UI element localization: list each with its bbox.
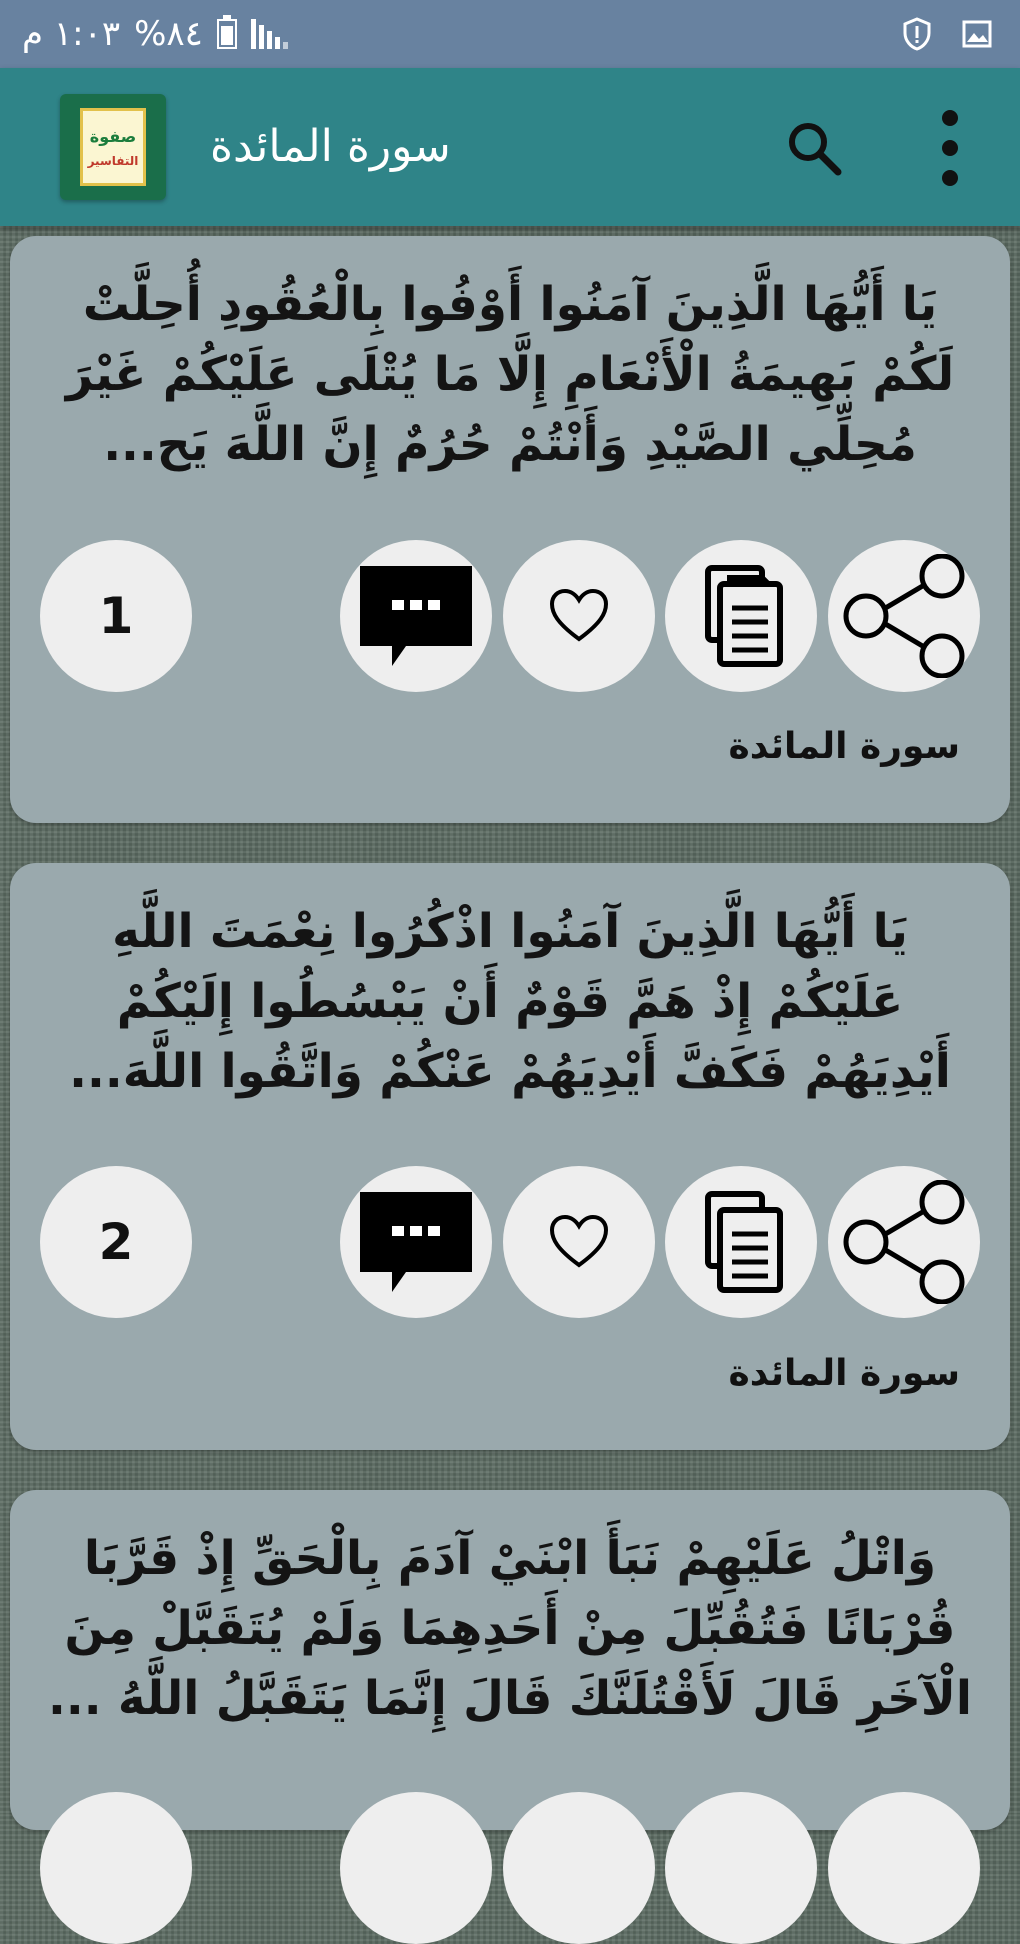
surah-name-label: سورة المائدة [728, 726, 960, 767]
share-button[interactable] [828, 540, 980, 692]
status-bar [0, 0, 1020, 68]
verse-card [10, 236, 1010, 823]
copy-icon [694, 1190, 788, 1294]
favorite-button[interactable] [503, 1166, 655, 1318]
verse-card [10, 1490, 1010, 1830]
comment-icon [354, 1188, 478, 1296]
app-bar [0, 68, 1020, 226]
verse-text[interactable]: وَاتْلُ عَلَيْهِمْ نَبَأَ ابْنَيْ آدَمَ بِالْحَقِّ إِذْ قَرَّبَا قُرْبَانًا فَتُقُبِّلَ مِنْ أَحَدِهِمَا وَلَمْ يُتَقَبَّلْ مِنَ الْآخَرِ قَالَ لَأَقْتُلَنَّكَ قَالَ إِنَّمَا يَتَقَبَّلُ اللَّهُ ... [48, 1531, 972, 1726]
app-logo [60, 94, 166, 200]
verse-text[interactable]: يَا أَيُّهَا الَّذِينَ آمَنُوا اذْكُرُوا نِعْمَتَ اللَّهِ عَلَيْكُمْ إِذْ هَمَّ قَوْمٌ أَنْ يَبْسُطُوا إِلَيْكُمْ أَيْدِيَهُمْ فَكَفَّ أَيْدِيَهُمْ عَنْكُمْ وَاتَّقُوا اللَّهَ... [69, 904, 951, 1099]
verse-number-badge [40, 1166, 192, 1318]
surah-name-label: سورة المائدة [728, 1353, 960, 1394]
verse-number-badge [40, 1792, 192, 1944]
search-icon[interactable] [780, 114, 850, 184]
share-button[interactable] [828, 1792, 980, 1944]
verse-number: 1 [98, 587, 134, 645]
battery-icon [217, 19, 237, 49]
copy-icon [694, 564, 788, 668]
verse-number-badge [40, 540, 192, 692]
favorite-heart-icon [547, 587, 611, 645]
image-notification-icon [962, 20, 992, 48]
share-icon [842, 554, 966, 678]
more-vert-icon[interactable] [920, 106, 980, 190]
status-left-group [22, 0, 288, 68]
logo-top-text: صفوة [89, 126, 137, 146]
share-icon [842, 1180, 966, 1304]
logo-bottom-text: التفاسير [87, 153, 139, 168]
alert-shield-icon [902, 17, 932, 51]
signal-icon [251, 19, 288, 49]
verse-text[interactable]: يَا أَيُّهَا الَّذِينَ آمَنُوا أَوْفُوا بِالْعُقُودِ أُحِلَّتْ لَكُمْ بَهِيمَةُ الْأَنْعَامِ إِلَّا مَا يُتْلَى عَلَيْكُمْ غَيْرَ مُحِلِّي الصَّيْدِ وَأَنْتُمْ حُرُمٌ إِنَّ اللَّهَ يَح... [65, 277, 955, 472]
clock-text: ١:٠٣ م [22, 14, 121, 54]
comment-button[interactable] [340, 1166, 492, 1318]
share-button[interactable] [828, 1166, 980, 1318]
status-right-group [902, 0, 992, 68]
favorite-button[interactable] [503, 1792, 655, 1944]
page-title: سورة المائدة [210, 121, 451, 172]
copy-button[interactable] [665, 1792, 817, 1944]
copy-button[interactable] [665, 1166, 817, 1318]
favorite-button[interactable] [503, 540, 655, 692]
verse-card [10, 863, 1010, 1450]
favorite-heart-icon [547, 1213, 611, 1271]
comment-icon [354, 562, 478, 670]
battery-percent: %٨٤ [134, 14, 203, 54]
verse-number: 2 [98, 1213, 134, 1271]
comment-button[interactable] [340, 1792, 492, 1944]
copy-button[interactable] [665, 540, 817, 692]
comment-button[interactable] [340, 540, 492, 692]
